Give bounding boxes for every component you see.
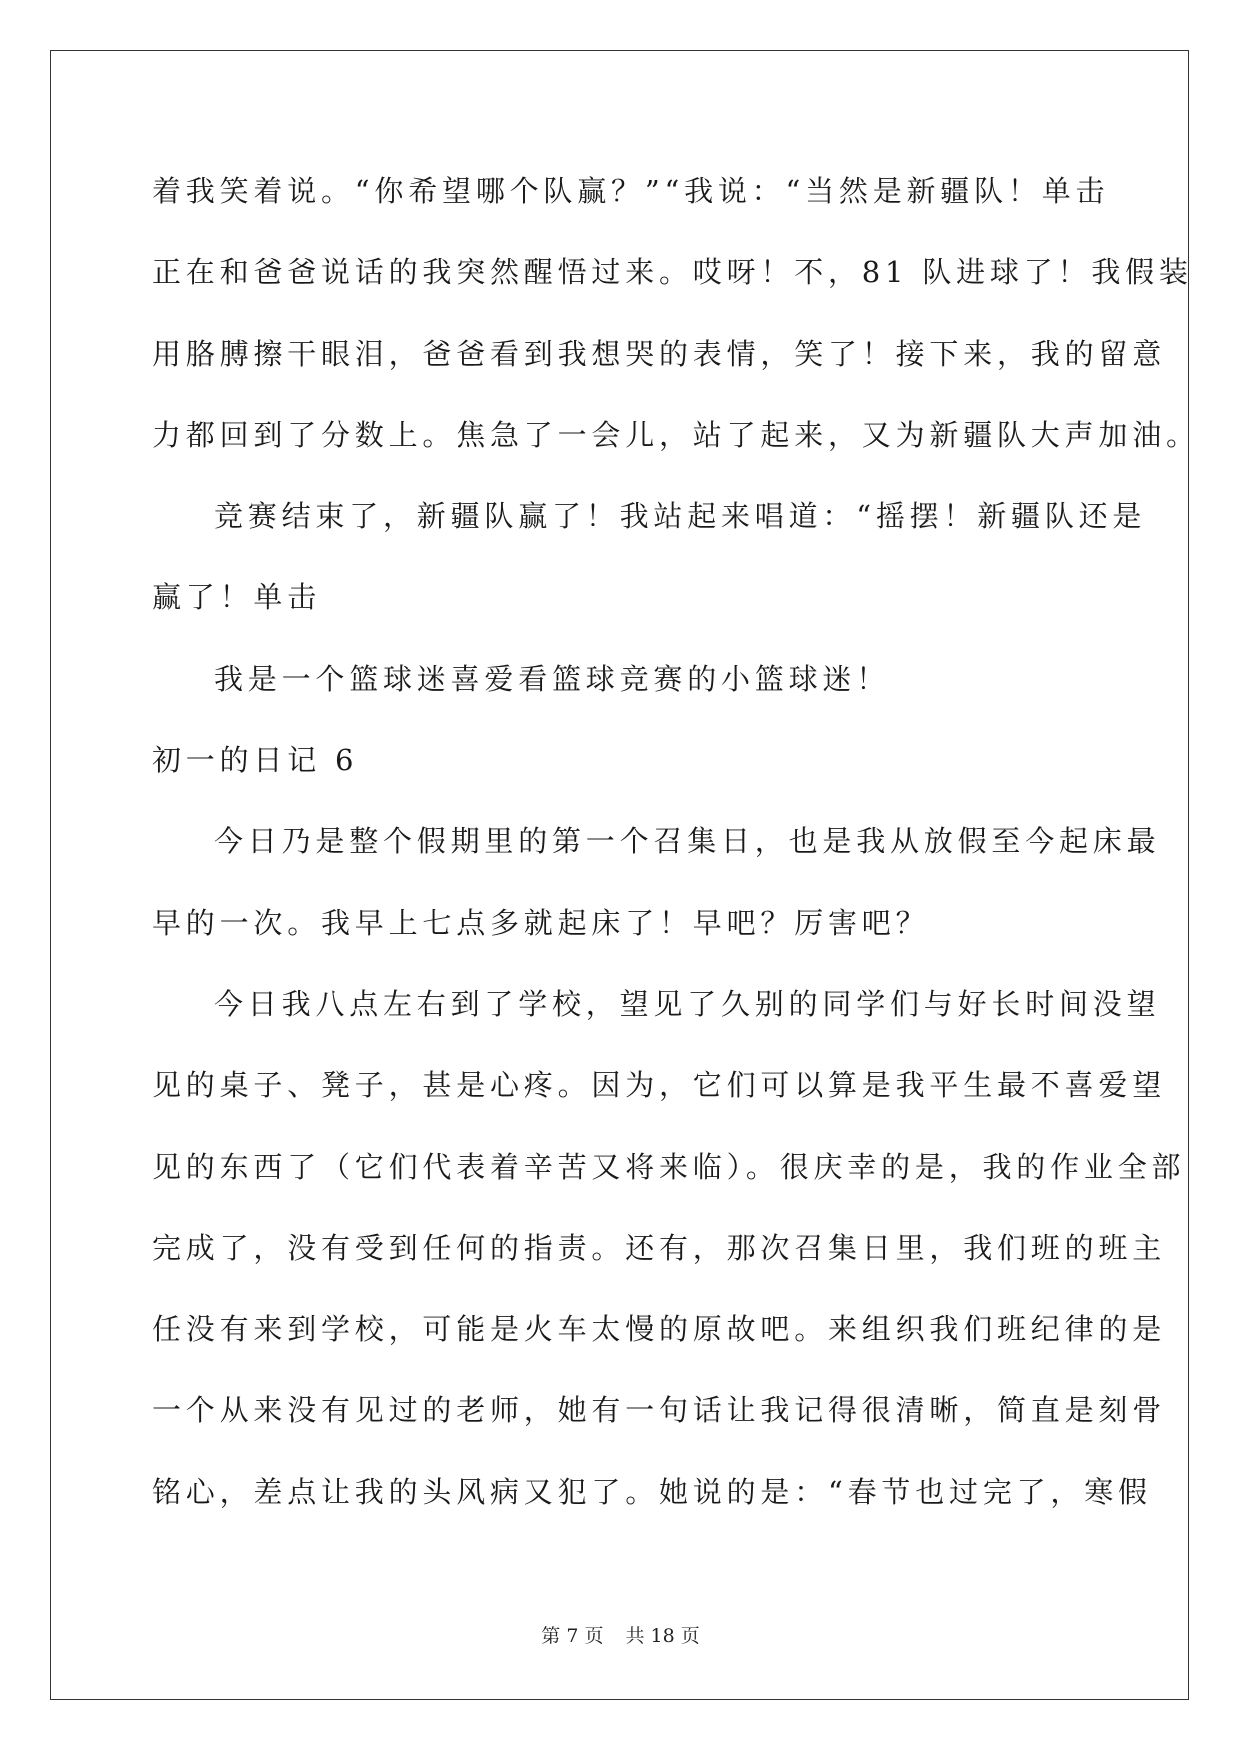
page-number: 第 7 页 xyxy=(541,1625,604,1647)
paragraph-line: 正在和爸爸说话的我突然醒悟过来。哎呀！不，81 队进球了！我假装 xyxy=(152,255,1193,290)
paragraph-line: 竞赛结束了，新疆队赢了！我站起来唱道：“摇摆！新疆队还是 xyxy=(214,499,1147,534)
paragraph-line: 见的桌子、凳子，甚是心疼。因为，它们可以算是我平生最不喜爱望 xyxy=(152,1068,1167,1103)
paragraph-line: 力都回到了分数上。焦急了一会儿，站了起来，又为新疆队大声加油。 xyxy=(152,417,1200,452)
page-total: 共 18 页 xyxy=(625,1625,700,1647)
paragraph-line: 用胳膊擦干眼泪，爸爸看到我想哭的表情，笑了！接下来，我的留意 xyxy=(152,336,1167,371)
paragraph-line: 赢了！单击 xyxy=(152,580,322,615)
paragraph-line: 铭心，差点让我的头风病又犯了。她说的是：“春节也过完了，寒假 xyxy=(152,1474,1152,1509)
paragraph-line: 任没有来到学校，可能是火车太慢的原故吧。来组织我们班纪律的是 xyxy=(152,1312,1167,1347)
paragraph-line: 我是一个篮球迷喜爱看篮球竞赛的小篮球迷！ xyxy=(214,661,891,696)
paragraph-line: 见的东西了（它们代表着辛苦又将来临）。很庆幸的是，我的作业全部 xyxy=(152,1149,1186,1184)
document-body xyxy=(152,158,1200,1540)
paragraph-line: 今日乃是整个假期里的第一个召集日，也是我从放假至今起床最 xyxy=(214,824,1161,859)
page-footer xyxy=(0,1624,1241,1648)
paragraph-line: 着我笑着说。“你希望哪个队赢？”“我说：“当然是新疆队！单击 xyxy=(152,174,1110,208)
paragraph-line: 一个从来没有见过的老师，她有一句话让我记得很清晰，简直是刻骨 xyxy=(152,1393,1167,1428)
paragraph-line: 早的一次。我早上七点多就起床了！早吧？厉害吧？ xyxy=(152,905,930,940)
section-heading: 初一的日记 6 xyxy=(152,743,359,778)
paragraph-line: 完成了，没有受到任何的指责。还有，那次召集日里，我们班的班主 xyxy=(152,1230,1167,1265)
paragraph-line: 今日我八点左右到了学校，望见了久别的同学们与好长时间没望 xyxy=(214,986,1161,1021)
